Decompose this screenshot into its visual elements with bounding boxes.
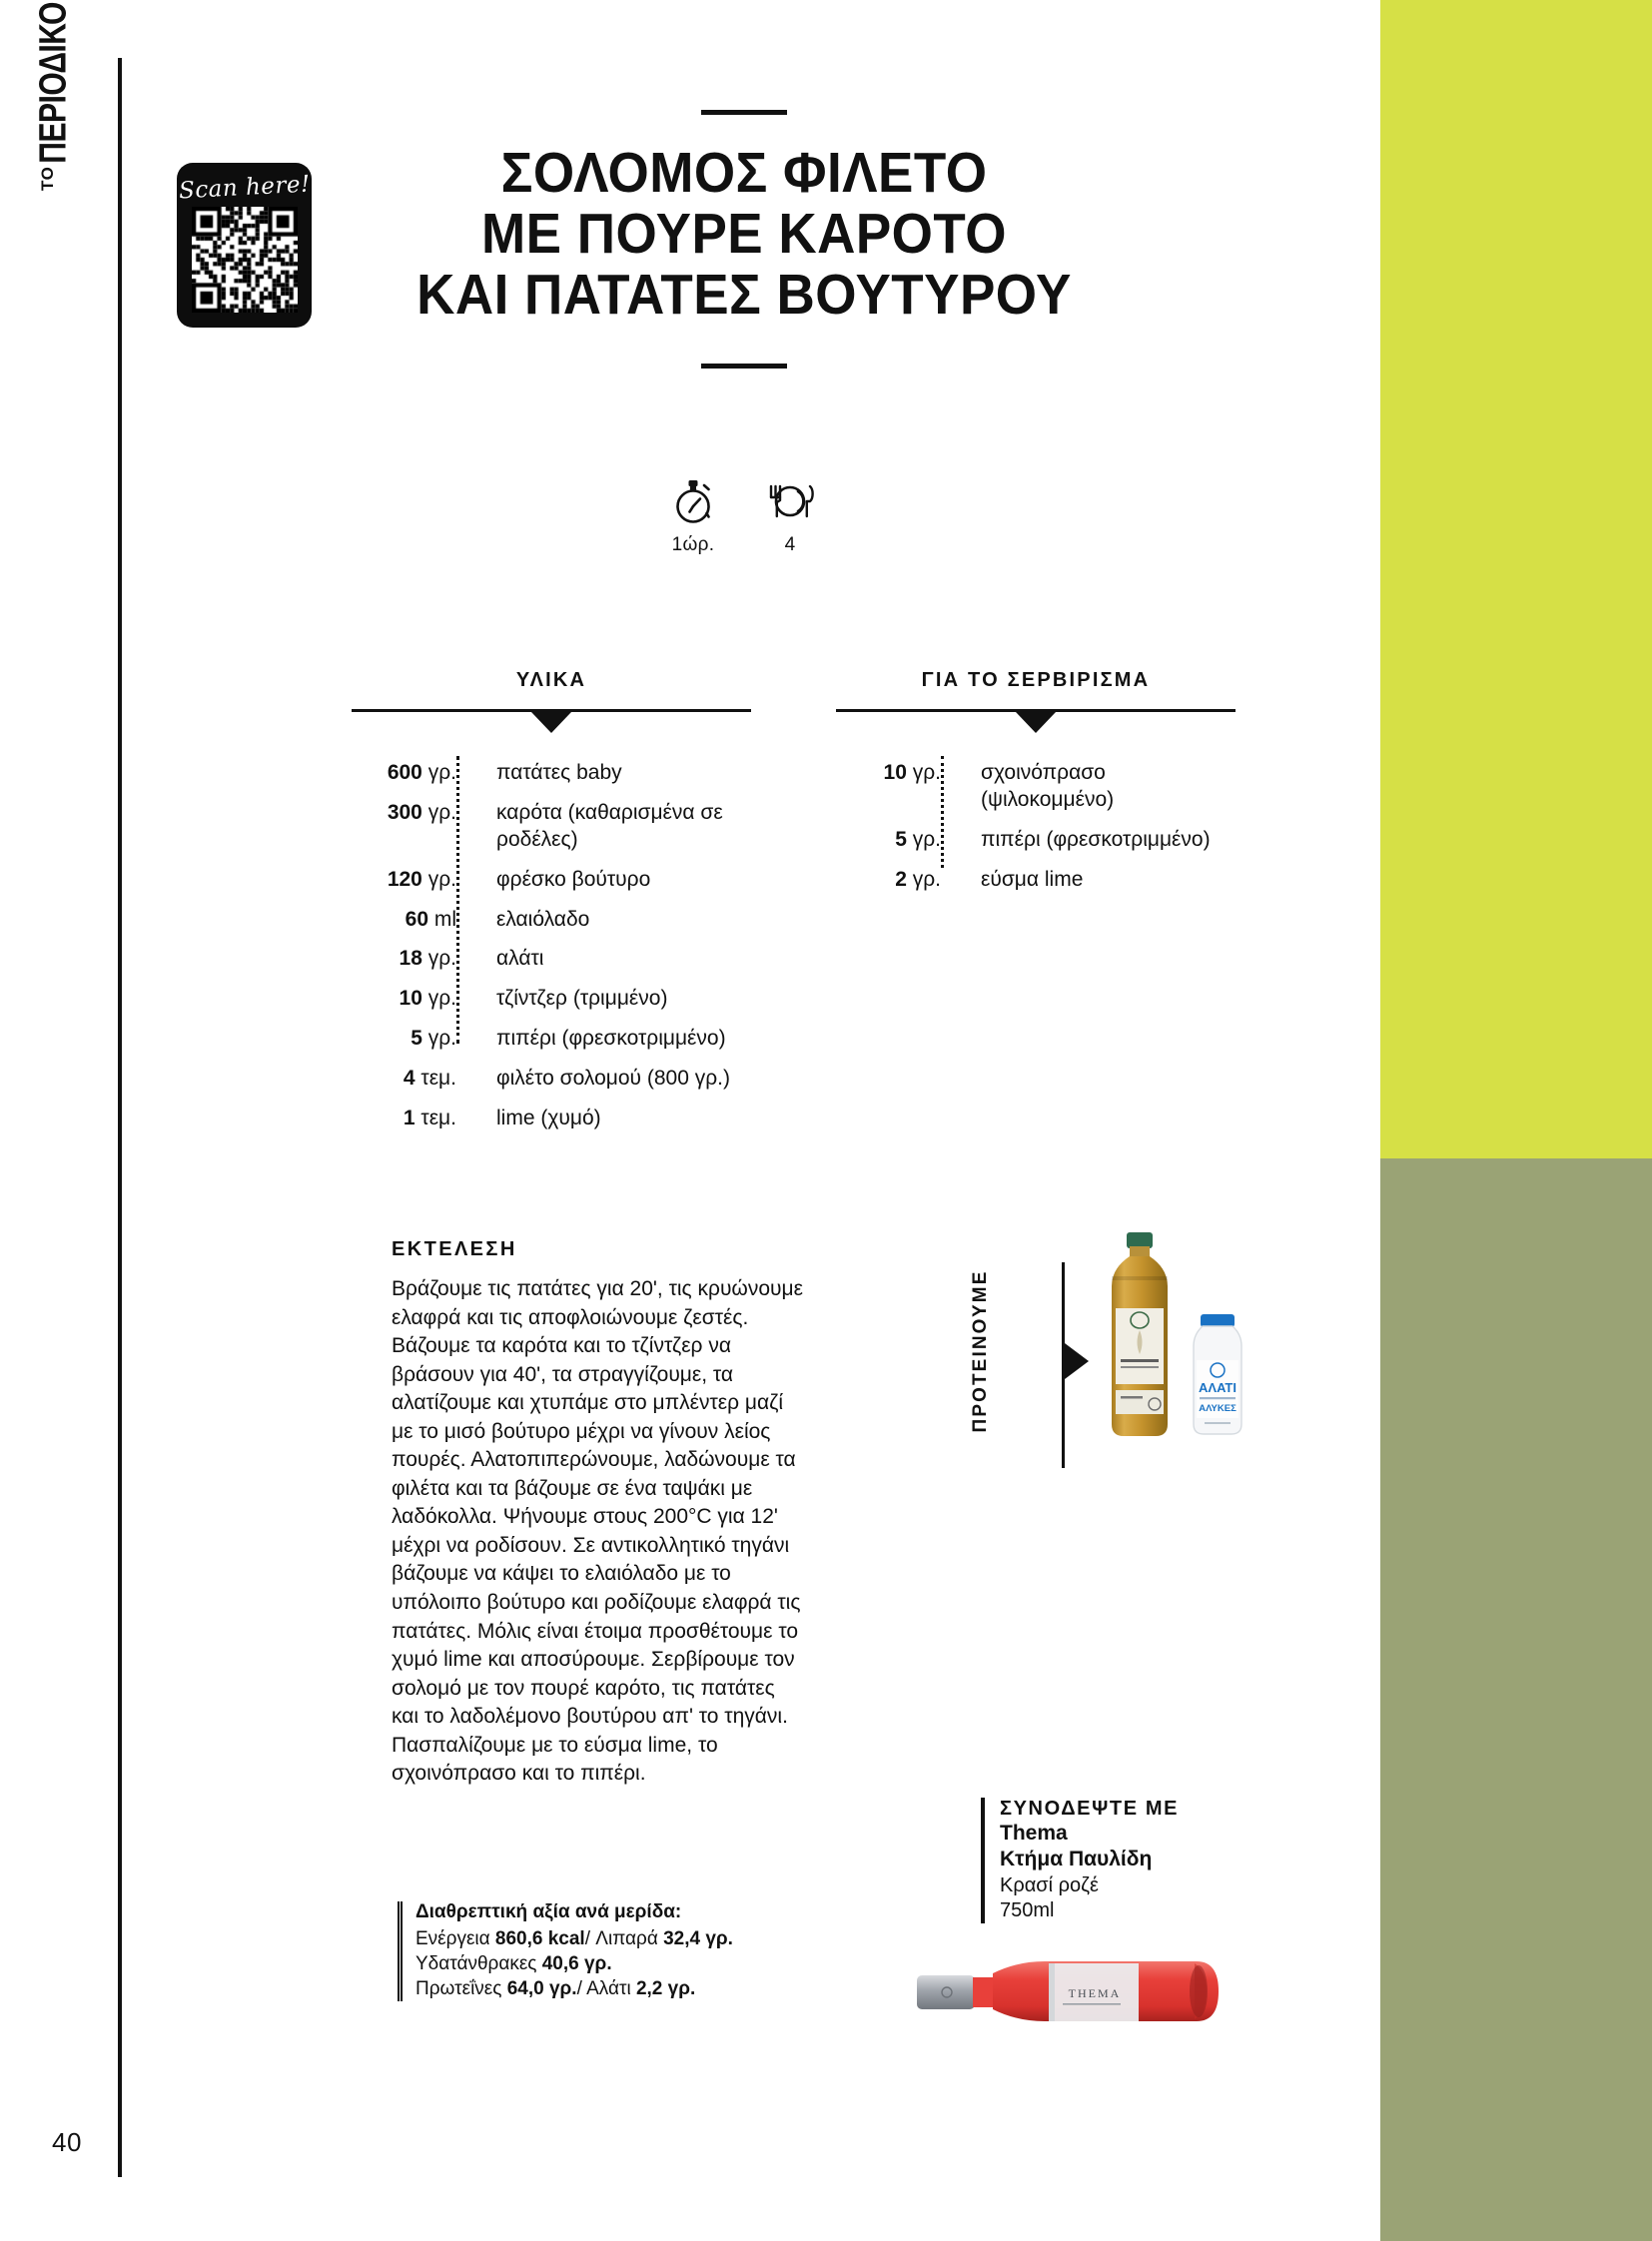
- ingredient-name: σχοινόπρασο (ψιλοκομμένο): [981, 761, 1115, 811]
- ingredient-row: [352, 907, 751, 934]
- meta-cook-time-label: 1ώρ.: [671, 534, 715, 555]
- color-band-bottom: [1380, 1158, 1652, 2241]
- suggested-products: [929, 1230, 1237, 1530]
- ingredient-row: [352, 760, 751, 787]
- serving-panel: [836, 669, 1236, 1145]
- ingredient-row: [352, 867, 751, 894]
- pairing-type: Κρασί ροζέ: [1000, 1873, 1099, 1896]
- ingredient-row: [352, 800, 751, 854]
- ingredient-name: πιπέρι (φρεσκοτριμμένο): [496, 1027, 726, 1051]
- ingredient-name: εύσμα lime: [981, 867, 1084, 891]
- execution-section: [392, 1238, 807, 1789]
- title-rule-top: [701, 110, 787, 115]
- pairing-producer: Κτήμα Παυλίδη: [1000, 1848, 1153, 1871]
- nutrition-line: Ενέργεια 860,6 kcal/ Λιπαρά 32,4 γρ.: [415, 1928, 733, 1949]
- execution-heading: ΕΚΤΕΛΕΣΗ: [392, 1238, 517, 1260]
- plate-cutlery-icon: [762, 477, 818, 525]
- pairing-volume: 750ml: [1000, 1899, 1055, 1922]
- ingredient-amount: 10 γρ.: [399, 987, 456, 1011]
- ingredient-row: [352, 1066, 751, 1093]
- meta-cook-time: [670, 477, 716, 556]
- ingredient-row: [352, 1026, 751, 1053]
- ingredient-name: lime (χυμό): [496, 1106, 601, 1129]
- nutrition-title: Διαθρεπτική αξία ανά μερίδα:: [415, 1901, 682, 1922]
- ingredients-panel: [352, 669, 751, 1145]
- page-title: [378, 143, 1112, 326]
- meta-servings-label: 4: [784, 534, 796, 555]
- ingredient-row: [836, 827, 1236, 854]
- page-title-line-3: ΚΑΙ ΠΑΤΑΤΕΣ ΒΟΥΤΥΡΟΥ: [416, 262, 1072, 327]
- ingredient-name: φρέσκο βούτυρο: [496, 867, 651, 891]
- nutrition-line: Πρωτεΐνες 64,0 γρ./ Αλάτι 2,2 γρ.: [415, 1978, 696, 2000]
- svg-text:ΑΛΥΚΕΣ: ΑΛΥΚΕΣ: [1199, 1403, 1237, 1414]
- ingredient-row: [836, 760, 1236, 814]
- title-rule-bottom: [701, 364, 787, 369]
- nutrition-line: Υδατάνθρακες 40,6 γρ.: [415, 1953, 612, 1975]
- pairing-brand: Thema: [1000, 1822, 1068, 1845]
- ingredient-panels: [352, 669, 1250, 1145]
- masthead-logo: [28, 0, 88, 191]
- serving-rule: [836, 709, 1236, 712]
- ingredient-row: [352, 946, 751, 973]
- ingredients-heading: ΥΛΙΚΑ: [515, 669, 587, 691]
- execution-body: Βράζουμε τις πατάτες για 20', τις κρυώνουμε ελαφρά και τις αποφλοιώνουμε ζεστές. Βάζουμε τα καρότα και το τζίντζερ να βράσουν για 40', τα στραγγίζουμε, τα αλατίζουμε και χτυπάμε στο μπλέντερ μαζί με το μισό βούτυρο μέχρι να γίνουν λείος πουρές. Αλατοπιπερώνουμε, λαδώνουμε τα φιλέτα και τα βάζουμε σε ένα ταψάκι με λαδόκολλα. Ψήνουμε στους 200°C για 12' μέχρι να ροδίσουν. Σε αντικολλητικό τηγάνι βάζουμε να κάψει το ελαιόλαδο με το υπόλοιπο βούτυρο και ροδίζουμε ελαφρά τις πατάτες. Μόλις είναι έτοιμα προσθέτουμε το χυμό lime και αποσύρουμε. Σερβίρουμε τον σολομό με τον πουρέ καρότο, τις πατάτες και το λαδολέμονο βουτύρου απ' το τηγάνι. Πασπαλίζουμε με το εύσμα lime, το σχοινόπρασο και το πιπέρι.: [392, 1277, 803, 1786]
- ingredient-row: [352, 1106, 751, 1132]
- meta-servings: [762, 477, 818, 556]
- page-number: 40: [52, 2127, 82, 2157]
- ingredient-amount: 18 γρ.: [399, 947, 456, 971]
- ingredient-amount: 2 γρ.: [895, 867, 941, 891]
- masthead-main-label: ΠΕΡΙΟΔΙΚΟ: [32, 2, 75, 164]
- ingredient-amount: 4 τεμ.: [403, 1067, 456, 1090]
- ingredient-amount: 5 γρ.: [411, 1027, 456, 1051]
- ingredient-name: αλάτι: [496, 947, 544, 971]
- serving-heading: ΓΙΑ ΤΟ ΣΕΡΒΙΡΙΣΜΑ: [921, 669, 1151, 691]
- svg-text:ΑΛΑΤΙ: ΑΛΑΤΙ: [1199, 1380, 1237, 1395]
- masthead-pre-label: ΤΟ: [37, 166, 57, 191]
- qr-scan-badge[interactable]: [177, 163, 312, 328]
- suggest-label: ΠΡΟΤΕΙΝΟΥΜΕ: [970, 1269, 991, 1433]
- stopwatch-icon: [670, 477, 716, 525]
- page-title-line-1: ΣΟΛΟΜΟΣ ΦΙΛΕΤΟ: [500, 141, 988, 205]
- suggest-arrow-icon: [1065, 1343, 1089, 1379]
- ingredients-rule: [352, 709, 751, 712]
- ingredient-amount: 600 γρ.: [387, 761, 456, 784]
- ingredient-name: φιλέτο σολομού (800 γρ.): [496, 1067, 730, 1090]
- nutrition-lines: [415, 1926, 835, 2001]
- olive-oil-bottle: [1097, 1230, 1183, 1440]
- ingredient-amount: 60 ml: [405, 907, 456, 931]
- right-color-band: [1380, 0, 1652, 2241]
- left-vertical-rule: [118, 58, 122, 2177]
- rose-wine-bottle: [899, 1927, 1239, 2057]
- ingredient-name: πιπέρι (φρεσκοτριμμένο): [981, 827, 1211, 851]
- ingredient-row: [836, 867, 1236, 894]
- page-title-line-2: ΜΕ ΠΟΥΡΕ ΚΑΡΟΤΟ: [481, 201, 1007, 266]
- color-band-top: [1380, 0, 1652, 1158]
- serving-dotted-divider: [941, 756, 946, 868]
- ingredient-amount: 300 γρ.: [387, 800, 456, 824]
- ingredient-name: τζίντζερ (τριμμένο): [496, 987, 668, 1011]
- ingredient-amount: 10 γρ.: [883, 761, 941, 784]
- ingredient-amount: 120 γρ.: [387, 867, 456, 891]
- serving-list: [836, 760, 1236, 894]
- qr-scan-label: Scan here!: [178, 171, 311, 205]
- ingredient-amount: 5 γρ.: [895, 827, 941, 851]
- ingredient-amount: 1 τεμ.: [403, 1106, 456, 1129]
- ingredients-dotted-divider: [456, 756, 461, 1044]
- ingredient-name: πατάτες baby: [496, 761, 622, 784]
- pairing-heading: ΣΥΝΟΔΕΨΤΕ ΜΕ: [1000, 1798, 1180, 1820]
- ingredient-row: [352, 986, 751, 1013]
- nutrition-box: [398, 1901, 835, 2001]
- salt-bottle: [1187, 1312, 1248, 1440]
- ingredient-name: ελαιόλαδο: [496, 907, 590, 931]
- recipe-meta-row: [350, 477, 1139, 556]
- title-block: [350, 110, 1139, 369]
- ingredient-name: καρότα (καθαρισμένα σε ροδέλες): [496, 800, 723, 851]
- ingredients-list: [352, 760, 751, 1132]
- qr-code-icon[interactable]: [192, 207, 298, 313]
- pairing-box: [981, 1798, 1329, 1923]
- svg-text:THEMA: THEMA: [1068, 1986, 1122, 2000]
